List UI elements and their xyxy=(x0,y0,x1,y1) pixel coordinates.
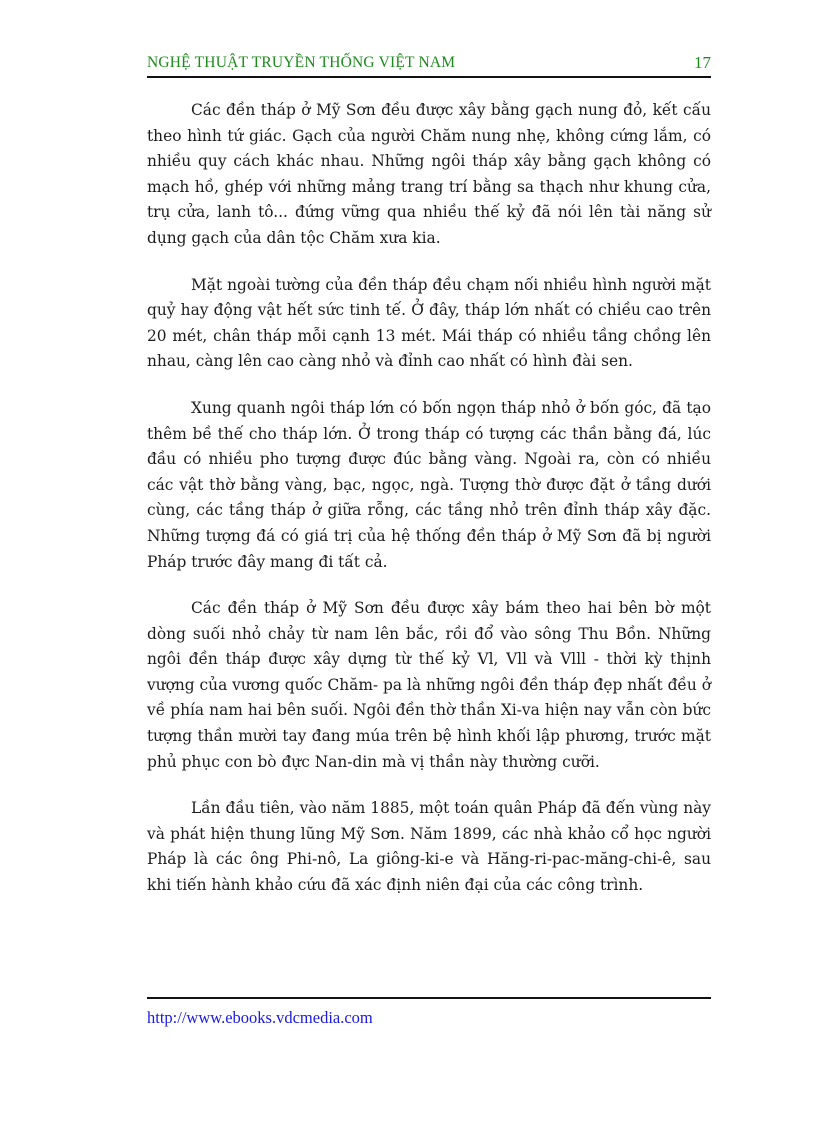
header-divider xyxy=(147,76,711,78)
footer-url-link[interactable]: http://www.ebooks.vdcmedia.com xyxy=(147,1008,373,1027)
footer-divider xyxy=(147,997,711,999)
paragraph-2: Mặt ngoài tường của đền tháp đều chạm nối nhiều hình người mặt quỷ hay động vật hết sức tinh tế. Ở đây, tháp lớn nhất có chiều cao trên 20 mét, chân tháp mỗi cạnh 13 mét. Mái tháp có nhiều tầng chồng lên nhau, càng lên cao càng nhỏ và đỉnh cao nhất có hình đài sen. xyxy=(147,275,711,371)
paragraph-4: Các đền tháp ở Mỹ Sơn đều được xây bám theo hai bên bờ một dòng suối nhỏ chảy từ nam lên bắc, rồi đổ vào sông Thu Bồn. Những ngôi đền tháp được xây dựng từ thế kỷ Vl, Vll và Vlll - thời kỳ thịnh vượng của vương quốc Chăm- pa là những ngôi đền tháp đẹp nhất đều ở về phía nam hai bên suối. Ngôi đền thờ thần Xi-va hiện nay vẫn còn bức tượng thần mười tay đang múa trên bệ hình khối lập phương, trước mặt phủ phục con bò đực Nan-din mà vị thần này thường cưỡi. xyxy=(147,599,711,771)
running-title: NGHỆ THUẬT TRUYỀN THỐNG VIỆT NAM xyxy=(147,54,456,71)
page-header xyxy=(147,52,711,76)
body-text xyxy=(147,98,711,920)
page-number: 17 xyxy=(694,53,711,72)
paragraph-3: Xung quanh ngôi tháp lớn có bốn ngọn tháp nhỏ ở bốn góc, đã tạo thêm bề thế cho tháp lớn. Ở trong tháp có tượng các thần bằng đá, lúc đầu có nhiều pho tượng được đúc bằng vàng. Ngoài ra, còn có nhiều các vật thờ bằng vàng, bạc, ngọc, ngà. Tượng thờ được đặt ở tầng dưới cùng, các tầng tháp ở giữa rỗng, các tầng nhỏ trên đỉnh tháp xây đặc. Những tượng đá có giá trị của hệ thống đền tháp ở Mỹ Sơn đã bị người Pháp trước đây mang đi tất cả. xyxy=(147,398,711,571)
paragraph-1: Các đền tháp ở Mỹ Sơn đều được xây bằng gạch nung đỏ, kết cấu theo hình tứ giác. Gạch của người Chăm nung nhẹ, không cứng lắm, có nhiều quy cách khác nhau. Những ngôi tháp xây bằng gạch không có mạch hồ, ghép với những mảng trang trí bằng sa thạch như khung cửa, trụ cửa, lanh tô... đứng vững qua nhiều thế kỷ đã nói lên tài năng sử dụng gạch của dân tộc Chăm xưa kia. xyxy=(147,101,711,247)
paragraph-5: Lần đầu tiên, vào năm 1885, một toán quân Pháp đã đến vùng này và phát hiện thung lũng Mỹ Sơn. Năm 1899, các nhà khảo cổ học người Pháp là các ông Phi-nô, La giông-ki-e và Hăng-ri-pac-măng-chi-ê, sau khi tiến hành khảo cứu đã xác định niên đại của các công trình. xyxy=(147,799,711,895)
